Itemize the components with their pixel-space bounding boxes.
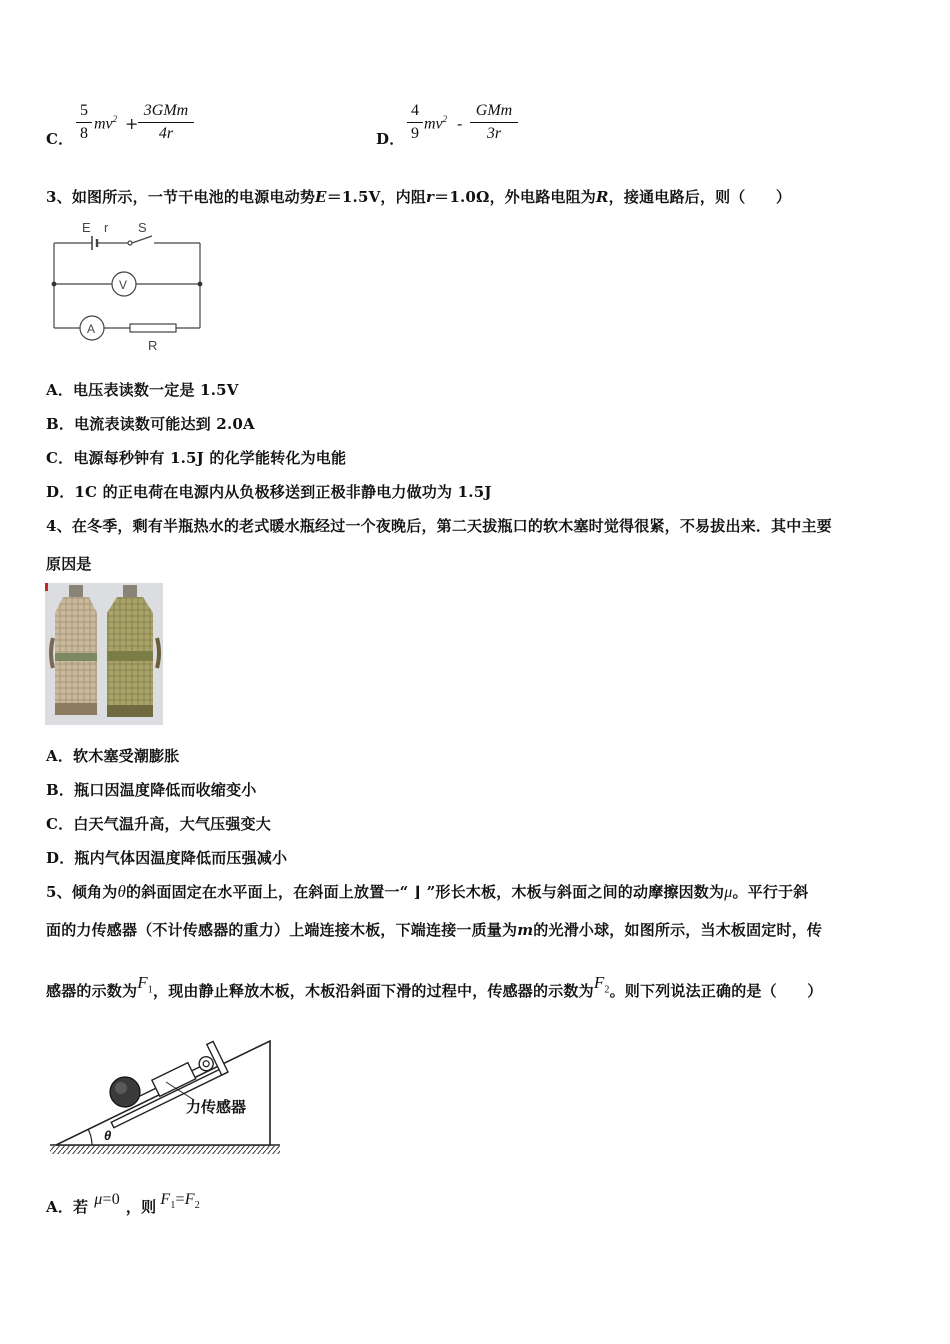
circuit-label-r-resistor: R — [148, 338, 158, 353]
fraction-denominator: 8 — [80, 125, 88, 142]
circuit-label-a: A — [87, 322, 96, 336]
fraction-denominator: 4r — [158, 125, 174, 142]
q4-option-a: A．软木塞受潮膨胀 — [46, 747, 180, 765]
q3-stem: 3、如图所示，一节干电池的电源电动势E＝1.5V，内阻r＝1.0Ω，外电路电阻为R，接通电路后，则（ ） — [46, 188, 792, 206]
option-d-fraction-2 — [470, 100, 518, 145]
circuit-label-v: V — [119, 278, 128, 292]
q3-option-b: B．电流表读数可能达到 2.0A — [46, 415, 255, 433]
option-c-label: C． — [46, 130, 74, 148]
option-d-fraction-1 — [407, 100, 423, 145]
fraction-numerator: GMm — [470, 100, 518, 123]
option-c-mv: $mv^2$ — [94, 114, 118, 133]
angle-theta-label: θ — [104, 1128, 112, 1143]
option-d-minus: - — [457, 114, 463, 133]
q3-option-d: D．1C 的正电荷在电源内从负极移送到正极非静电力做功为 1.5J — [46, 483, 492, 501]
q5-stem-line3: 感器的示数为$F_1$，现由静止释放木板，木板沿斜面下滑的过程中，传感器的示数为$F_2$。则下列说法正确的是（ ） — [46, 973, 823, 1000]
q5-stem-line1: 5、倾角为θ的斜面固定在水平面上，在斜面上放置一“ ⌋ ”形长木板，木板与斜面之间的动摩擦因数为μ。平行于斜 — [46, 882, 809, 901]
fraction-numerator: 3GMm — [138, 100, 194, 123]
option-c-fraction-1 — [76, 100, 92, 145]
fraction-numerator: 4 — [407, 100, 423, 123]
fraction-numerator: 5 — [76, 100, 92, 123]
option-c-plus: + — [125, 114, 139, 133]
q5-option-a: A．若 μ=0 ，则 $F_1=F_2$ — [46, 1191, 200, 1216]
fraction-denominator: 3r — [486, 125, 502, 142]
fraction-denominator: 9 — [411, 125, 419, 142]
q5-incline-diagram — [46, 1024, 286, 1159]
q4-stem-line1: 4、在冬季，剩有半瓶热水的老式暖水瓶经过一个夜晚后，第二天拔瓶口的软木塞时觉得很紧，不易拔出来．其中主要 — [46, 517, 832, 535]
circuit-label-r: r — [104, 220, 109, 235]
q3-option-c: C．电源每秒钟有 1.5J 的化学能转化为电能 — [46, 449, 347, 467]
force-sensor-label: 力传感器 — [186, 1099, 247, 1116]
q4-option-d: D．瓶内气体因温度降低而压强减小 — [46, 849, 288, 867]
option-d-label: D． — [376, 130, 405, 148]
option-c-fraction-2 — [138, 100, 194, 145]
q3-circuit-diagram — [44, 218, 214, 358]
option-d-mv: $mv^2$ — [424, 114, 448, 133]
circuit-label-e: E — [82, 220, 91, 235]
q4-option-b: B．瓶口因温度降低而收缩变小 — [46, 781, 257, 799]
thermos-photo — [45, 583, 163, 725]
q4-option-c: C．白天气温升高，大气压强变大 — [46, 815, 271, 833]
q3-option-a: A．电压表读数一定是 1.5V — [46, 381, 239, 399]
q4-stem-line2: 原因是 — [46, 555, 92, 573]
circuit-label-s: S — [138, 220, 147, 235]
q5-stem-line2: 面的力传感器（不计传感器的重力）上端连接木板，下端连接一质量为m的光滑小球，如图所示，当木板固定时，传 — [46, 921, 823, 939]
